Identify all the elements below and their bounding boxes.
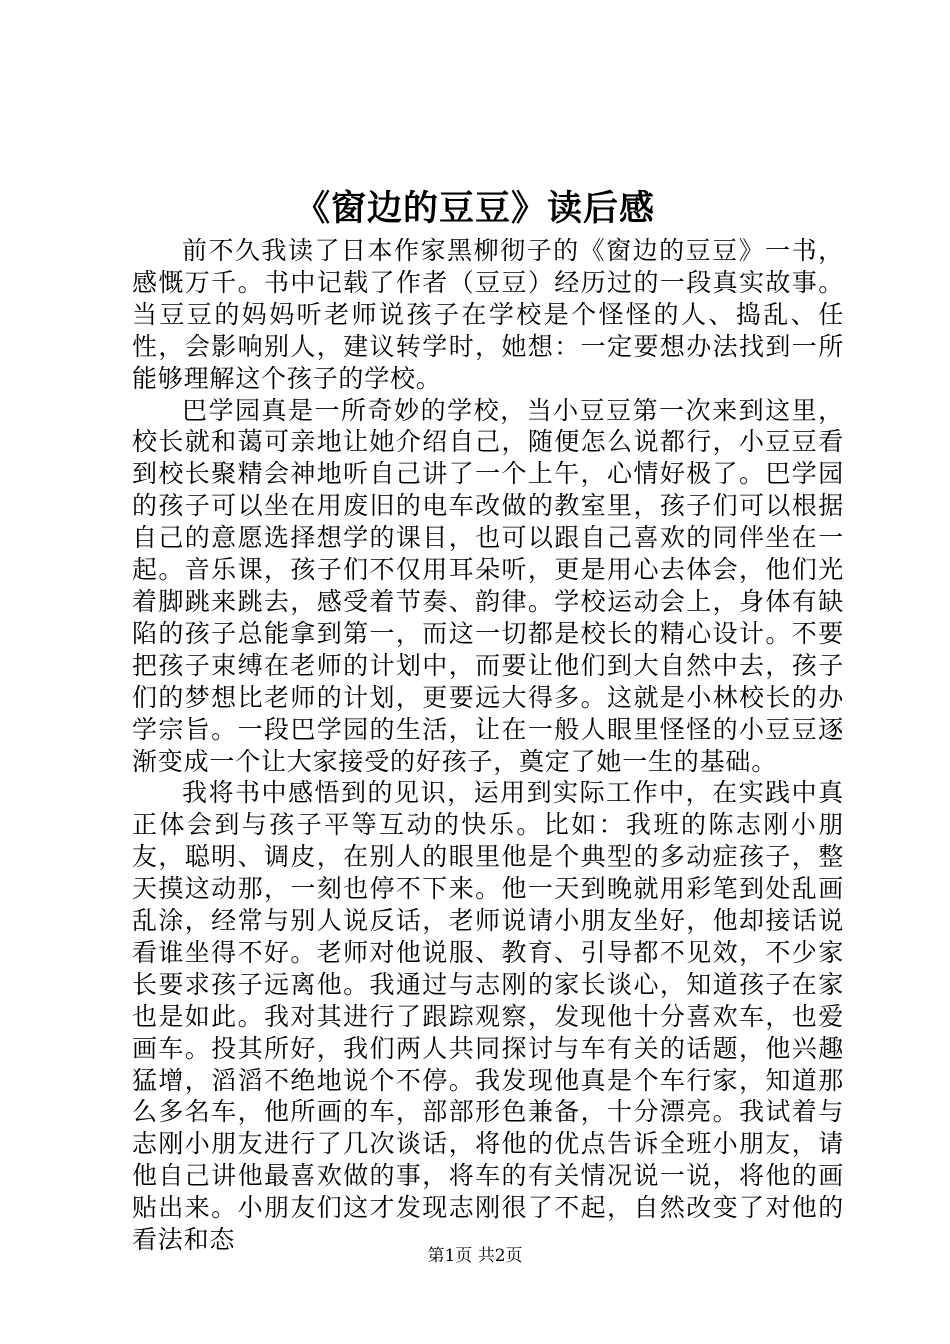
page-number-footer: 第1页 共2页 xyxy=(427,1246,523,1266)
document-body xyxy=(132,235,844,1256)
paragraph-2: 巴学园真是一所奇妙的学校，当小豆豆第一次来到这里，校长就和蔼可亲地让她介绍自己，随便怎么说都行，小豆豆看到校长聚精会神地听自己讲了一个上午，心情好极了。巴学园的孩子可以坐在用废旧的电车改做的教室里，孩子们可以根据自己的意愿选择想学的课目，也可以跟自己喜欢的同伴坐在一起。音乐课，孩子们不仅用耳朵听，更是用心去体会，他们光着脚跳来跳去，感受着节奏、韵律。学校运动会上，身体有缺陷的孩子总能拿到第一，而这一切都是校长的精心设计。不要把孩子束缚在老师的计划中，而要让他们到大自然中去，孩子们的梦想比老师的计划，更要远大得多。这就是小林校长的办学宗旨。一段巴学园的生活，让在一般人眼里怪怪的小豆豆逐渐变成一个让大家接受的好孩子，奠定了她一生的基础。 xyxy=(132,395,844,776)
paragraph-3: 我将书中感悟到的见识，运用到实际工作中，在实践中真正体会到与孩子平等互动的快乐。比如：我班的陈志刚小朋友，聪明、调皮，在别人的眼里他是个典型的多动症孩子，整天摸这动那，一刻也停不下来。他一天到晚就用彩笔到处乱画乱涂，经常与别人说反话，老师说请小朋友坐好，他却接话说看谁坐得不好。老师对他说服、教育、引导都不见效，不少家长要求孩子远离他。我通过与志刚的家长谈心，知道孩子在家也是如此。我对其进行了跟踪观察，发现他十分喜欢车，也爱画车。投其所好，我们两人共同探讨与车有关的话题，他兴趣猛增，滔滔不绝地说个不停。我发现他真是个车行家，知道那么多名车，他所画的车，部部形色兼备，十分漂亮。我试着与志刚小朋友进行了几次谈话，将他的优点告诉全班小朋友，请他自己讲他最喜欢做的事，将车的有关情况说一说，将他的画贴出来。小朋友们这才发现志刚很了不起，自然改变了对他的看法和态 xyxy=(132,778,844,1255)
paragraph-1: 前不久我读了日本作家黑柳彻子的《窗边的豆豆》一书，感慨万千。书中记载了作者（豆豆）经历过的一段真实故事。当豆豆的妈妈听老师说孩子在学校是个怪怪的人、捣乱、任性，会影响别人，建议转学时，她想：一定要想办法找到一所能够理解这个孩子的学校。 xyxy=(132,236,844,393)
document-title: 《窗边的豆豆》读后感 xyxy=(294,188,655,229)
